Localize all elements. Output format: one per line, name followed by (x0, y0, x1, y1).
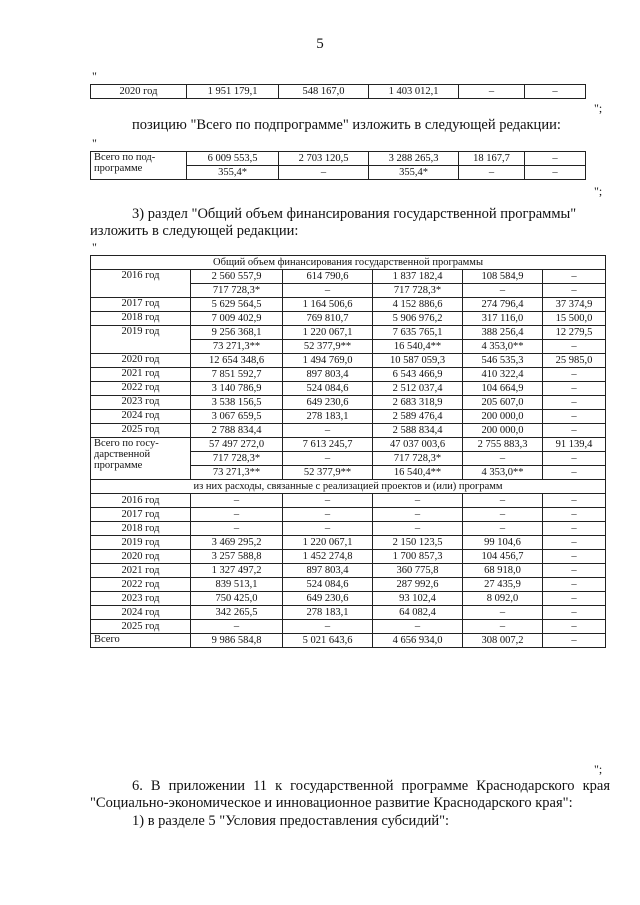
value-cell: – (283, 494, 373, 508)
table-row (91, 424, 606, 438)
value-cell: 1 951 179,1 (187, 85, 279, 99)
table-row (91, 550, 606, 564)
value-cell: 6 543 466,9 (373, 368, 463, 382)
value-cell: 5 906 976,2 (373, 312, 463, 326)
value-cell: – (191, 620, 283, 634)
value-cell: 7 851 592,7 (191, 368, 283, 382)
value-cell: – (543, 410, 606, 424)
value-cell: – (463, 620, 543, 634)
value-cell: – (459, 166, 525, 180)
value-cell: – (525, 85, 586, 99)
year-cell: 2022 год (91, 382, 191, 396)
value-cell: 16 540,4** (373, 340, 463, 354)
value-cell: – (463, 494, 543, 508)
value-cell: 68 918,0 (463, 564, 543, 578)
value-cell: 1 403 012,1 (369, 85, 459, 99)
value-cell: 2 755 883,3 (463, 438, 543, 452)
paragraph-6-1: 1) в разделе 5 "Условия предоставления субсидий": (132, 813, 450, 829)
value-cell: 839 513,1 (191, 578, 283, 592)
value-cell: 524 084,6 (283, 382, 373, 396)
value-cell: – (543, 494, 606, 508)
value-cell: 5 021 643,6 (283, 634, 373, 648)
value-cell: 649 230,6 (283, 396, 373, 410)
value-cell: – (463, 522, 543, 536)
value-cell: 57 497 272,0 (191, 438, 283, 452)
paragraph-total-subprogram: позицию "Всего по подпрограмме" изложить в следующей редакции: (132, 117, 561, 133)
table-row (91, 480, 606, 494)
value-cell: 317 116,0 (463, 312, 543, 326)
value-cell: 2 683 318,9 (373, 396, 463, 410)
value-cell: – (543, 620, 606, 634)
value-cell: 3 140 786,9 (191, 382, 283, 396)
year-cell: 2016 год (91, 270, 191, 298)
year-cell: 2017 год (91, 508, 191, 522)
value-cell: 3 257 588,8 (191, 550, 283, 564)
table-row (91, 522, 606, 536)
value-cell: 205 607,0 (463, 396, 543, 410)
value-cell: – (463, 452, 543, 466)
year-cell: 2016 год (91, 494, 191, 508)
value-cell: – (463, 508, 543, 522)
quote-open-1: " (92, 69, 97, 83)
quote-close-2: "; (594, 184, 603, 198)
value-cell: 717 728,3* (373, 284, 463, 298)
value-cell: 2 703 120,5 (279, 152, 369, 166)
value-cell: – (373, 494, 463, 508)
value-cell: 717 728,3* (191, 452, 283, 466)
value-cell: – (279, 166, 369, 180)
table-row (91, 438, 606, 452)
table-row (91, 368, 606, 382)
quote-close-3: "; (594, 762, 603, 776)
year-cell: 2023 год (91, 396, 191, 410)
value-cell: – (543, 592, 606, 606)
value-cell: 1 164 506,6 (283, 298, 373, 312)
value-cell: – (283, 284, 373, 298)
value-cell: 2 560 557,9 (191, 270, 283, 284)
table-row (91, 396, 606, 410)
value-cell: – (191, 508, 283, 522)
value-cell: 104 456,7 (463, 550, 543, 564)
value-cell: – (373, 522, 463, 536)
value-cell: – (543, 578, 606, 592)
value-cell: 1 220 067,1 (283, 536, 373, 550)
table-row (91, 354, 606, 368)
value-cell: – (191, 522, 283, 536)
value-cell: 1 452 274,8 (283, 550, 373, 564)
value-cell: – (525, 152, 586, 166)
value-cell: – (543, 424, 606, 438)
value-cell: – (463, 284, 543, 298)
value-cell: 4 152 886,6 (373, 298, 463, 312)
value-cell: 548 167,0 (279, 85, 369, 99)
value-cell: 200 000,0 (463, 424, 543, 438)
year-cell: 2018 год (91, 312, 191, 326)
table-row (91, 508, 606, 522)
value-cell: 7 635 765,1 (373, 326, 463, 340)
main-financing-table (90, 255, 606, 648)
value-cell: 649 230,6 (283, 592, 373, 606)
value-cell: 750 425,0 (191, 592, 283, 606)
year-cell: 2025 год (91, 620, 191, 634)
value-cell: 3 469 295,2 (191, 536, 283, 550)
year-cell: 2024 год (91, 410, 191, 424)
value-cell: 1 327 497,2 (191, 564, 283, 578)
value-cell: – (463, 606, 543, 620)
value-cell: 287 992,6 (373, 578, 463, 592)
table-row (91, 620, 606, 634)
table-row (91, 606, 606, 620)
value-cell: 7 613 245,7 (283, 438, 373, 452)
table-total-subprogram (90, 151, 586, 180)
table-row (91, 298, 606, 312)
value-cell: 717 728,3* (373, 452, 463, 466)
paragraph-section-3: 3) раздел "Общий объем финансирования государственной программы" изложить в следующей редакции: (90, 206, 577, 239)
value-cell: 64 082,4 (373, 606, 463, 620)
value-cell: – (543, 634, 606, 648)
value-cell: 274 796,4 (463, 298, 543, 312)
value-cell: 4 353,0** (463, 466, 543, 480)
value-cell: – (543, 340, 606, 354)
year-cell: 2021 год (91, 564, 191, 578)
value-cell: 6 009 553,5 (187, 152, 279, 166)
value-cell: 93 102,4 (373, 592, 463, 606)
value-cell: 200 000,0 (463, 410, 543, 424)
quote-open-3: " (92, 240, 97, 254)
value-cell: – (543, 564, 606, 578)
value-cell: 410 322,4 (463, 368, 543, 382)
value-cell: 25 985,0 (543, 354, 606, 368)
value-cell: 1 837 182,4 (373, 270, 463, 284)
value-cell: 8 092,0 (463, 592, 543, 606)
value-cell: 3 067 659,5 (191, 410, 283, 424)
year-cell: 2020 год (91, 85, 187, 99)
value-cell: 52 377,9** (283, 340, 373, 354)
value-cell: – (543, 466, 606, 480)
year-cell: 2022 год (91, 578, 191, 592)
label-cell: Всего по под-программе (91, 152, 187, 180)
value-cell: 2 588 834,4 (373, 424, 463, 438)
value-cell: 278 183,1 (283, 410, 373, 424)
year-cell: 2023 год (91, 592, 191, 606)
value-cell: 1 494 769,0 (283, 354, 373, 368)
value-cell: 355,4* (369, 166, 459, 180)
table-row (91, 578, 606, 592)
value-cell: 524 084,6 (283, 578, 373, 592)
table-row (91, 270, 606, 284)
value-cell: – (459, 85, 525, 99)
value-cell: 2 150 123,5 (373, 536, 463, 550)
year-cell: Всего (91, 634, 191, 648)
year-cell: 2017 год (91, 298, 191, 312)
table-row (91, 494, 606, 508)
value-cell: – (543, 606, 606, 620)
value-cell: – (373, 508, 463, 522)
value-cell: 73 271,3** (191, 340, 283, 354)
value-cell: 10 587 059,3 (373, 354, 463, 368)
value-cell: – (525, 166, 586, 180)
value-cell: – (543, 522, 606, 536)
value-cell: 3 288 265,3 (369, 152, 459, 166)
table-row (91, 256, 606, 270)
value-cell: 355,4* (187, 166, 279, 180)
value-cell: 73 271,3** (191, 466, 283, 480)
value-cell: – (373, 620, 463, 634)
value-cell: 91 139,4 (543, 438, 606, 452)
value-cell: – (543, 550, 606, 564)
year-cell: 2020 год (91, 354, 191, 368)
value-cell: – (543, 396, 606, 410)
value-cell: 388 256,4 (463, 326, 543, 340)
quote-close-1: "; (594, 101, 603, 115)
value-cell: 52 377,9** (283, 466, 373, 480)
value-cell: 47 037 003,6 (373, 438, 463, 452)
table-row (91, 592, 606, 606)
value-cell: 12 279,5 (543, 326, 606, 340)
value-cell: – (283, 508, 373, 522)
year-cell: 2020 год (91, 550, 191, 564)
year-cell: 2019 год (91, 536, 191, 550)
table-2020-row (90, 84, 586, 99)
value-cell: 12 654 348,6 (191, 354, 283, 368)
value-cell: 27 435,9 (463, 578, 543, 592)
value-cell: 104 664,9 (463, 382, 543, 396)
table-subheader: из них расходы, связанные с реализацией проектов и (или) программ (91, 480, 606, 494)
value-cell: 4 656 934,0 (373, 634, 463, 648)
value-cell: 99 104,6 (463, 536, 543, 550)
value-cell: – (543, 270, 606, 284)
value-cell: – (543, 382, 606, 396)
table-row (91, 410, 606, 424)
value-cell: 769 810,7 (283, 312, 373, 326)
value-cell: 278 183,1 (283, 606, 373, 620)
table-header: Общий объем финансирования государственной программы (91, 256, 606, 270)
table-row (91, 312, 606, 326)
value-cell: 308 007,2 (463, 634, 543, 648)
year-cell: 2019 год (91, 326, 191, 354)
value-cell: 2 788 834,4 (191, 424, 283, 438)
paragraph-6: 6. В приложении 11 к государственной программе Краснодарского края "Социально-экономическое и инновационное развитие Краснодарского края": (90, 778, 610, 811)
page-number: 5 (316, 36, 324, 52)
value-cell: 614 790,6 (283, 270, 373, 284)
year-cell: 2024 год (91, 606, 191, 620)
year-cell: 2025 год (91, 424, 191, 438)
value-cell: – (543, 452, 606, 466)
table-row (91, 85, 586, 99)
value-cell: 342 265,5 (191, 606, 283, 620)
value-cell: – (191, 494, 283, 508)
value-cell: – (283, 424, 373, 438)
value-cell: 5 629 564,5 (191, 298, 283, 312)
value-cell: 360 775,8 (373, 564, 463, 578)
value-cell: 15 500,0 (543, 312, 606, 326)
value-cell: 897 803,4 (283, 368, 373, 382)
value-cell: 7 009 402,9 (191, 312, 283, 326)
table-row (91, 536, 606, 550)
value-cell: 9 256 368,1 (191, 326, 283, 340)
value-cell: 2 512 037,4 (373, 382, 463, 396)
value-cell: – (283, 522, 373, 536)
label-cell: Всего по госу-дарственной программе (91, 438, 191, 480)
value-cell: – (283, 452, 373, 466)
table-row (91, 564, 606, 578)
value-cell: – (283, 620, 373, 634)
value-cell: 108 584,9 (463, 270, 543, 284)
value-cell: – (543, 284, 606, 298)
value-cell: 546 535,3 (463, 354, 543, 368)
value-cell: 1 220 067,1 (283, 326, 373, 340)
table-row (91, 326, 606, 340)
table-row (91, 634, 606, 648)
value-cell: 18 167,7 (459, 152, 525, 166)
value-cell: – (543, 536, 606, 550)
value-cell: 1 700 857,3 (373, 550, 463, 564)
value-cell: 3 538 156,5 (191, 396, 283, 410)
year-cell: 2018 год (91, 522, 191, 536)
quote-open-2: " (92, 136, 97, 150)
value-cell: – (543, 368, 606, 382)
value-cell: 9 986 584,8 (191, 634, 283, 648)
value-cell: 4 353,0** (463, 340, 543, 354)
year-cell: 2021 год (91, 368, 191, 382)
value-cell: 37 374,9 (543, 298, 606, 312)
value-cell: 717 728,3* (191, 284, 283, 298)
value-cell: 2 589 476,4 (373, 410, 463, 424)
value-cell: 16 540,4** (373, 466, 463, 480)
table-row (91, 152, 586, 166)
value-cell: 897 803,4 (283, 564, 373, 578)
table-row (91, 382, 606, 396)
value-cell: – (543, 508, 606, 522)
